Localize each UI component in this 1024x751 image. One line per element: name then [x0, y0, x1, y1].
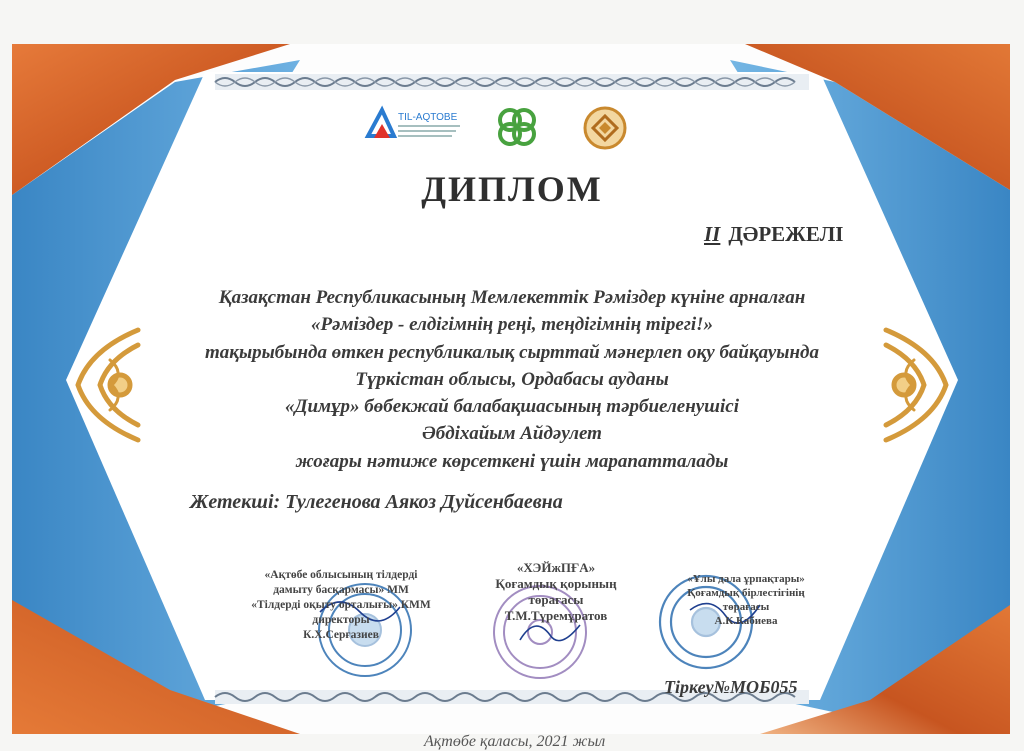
signature-block-right — [646, 572, 846, 628]
signature-line: «Тілдерді оқыту орталығы» КММ — [251, 599, 431, 611]
registration-number: Тіркеу№МОБ055 — [664, 677, 798, 697]
degree-label — [704, 222, 843, 247]
signature-line: Т.М.Түремұратов — [504, 608, 608, 623]
award-line: «Димұр» бөбекжай балабақшасының тәрбиеленушісі — [284, 396, 739, 418]
signature-line: «Ақтөбе облысының тілдерді — [264, 569, 418, 581]
signature-line: «Ұлы дала ұрпақтары» — [687, 573, 805, 585]
recipient-name: Әбдіхайым Айдәулет — [422, 423, 602, 445]
mentor-line: Жетекші: Тулегенова Аякоз Дуйсенбаевна — [190, 491, 563, 513]
svg-text:TIL-AQTOBE: TIL-AQTOBE — [398, 112, 458, 123]
award-line: жоғары нәтиже көрсеткені үшін марапатталады — [295, 450, 729, 472]
signature-line: А.К.Кабиева — [714, 615, 778, 627]
award-line: Қазақстан Республикасының Мемлекеттік Рәміздер күніне арналған — [218, 287, 806, 308]
signature-line: директоры — [312, 614, 370, 626]
city-year: Ақтөбе қаласы, 2021 жыл — [424, 733, 606, 750]
signature-line: К.Х.Серғазиев — [303, 629, 379, 641]
signature-line: Қоғамдық бірлестігінің — [687, 587, 805, 599]
signature-line: төрағасы — [528, 592, 584, 607]
signature-block-middle — [466, 560, 646, 624]
degree-word: ДӘРЕЖЕЛІ — [728, 222, 844, 246]
signature-line: «ХЭЙжПҒА» — [516, 560, 596, 575]
diploma-title: ДИПЛОМ — [421, 169, 603, 209]
award-text — [140, 284, 884, 475]
award-line: «Рәміздер - елдігімнің реңі, теңдігімнің тірегі!» — [310, 314, 714, 336]
signature-block-left — [226, 568, 456, 643]
award-line: тақырыбында өткен республикалық сырттай мәнерлеп оқу байқауында — [205, 341, 819, 363]
award-line: Түркістан облысы, Ордабасы ауданы — [355, 368, 669, 390]
signature-line: дамыту басқармасы» ММ — [273, 584, 409, 596]
degree-number: II — [704, 222, 721, 246]
signature-line: төрағасы — [722, 601, 770, 613]
signature-line: Қоғамдық қорының — [495, 576, 617, 591]
